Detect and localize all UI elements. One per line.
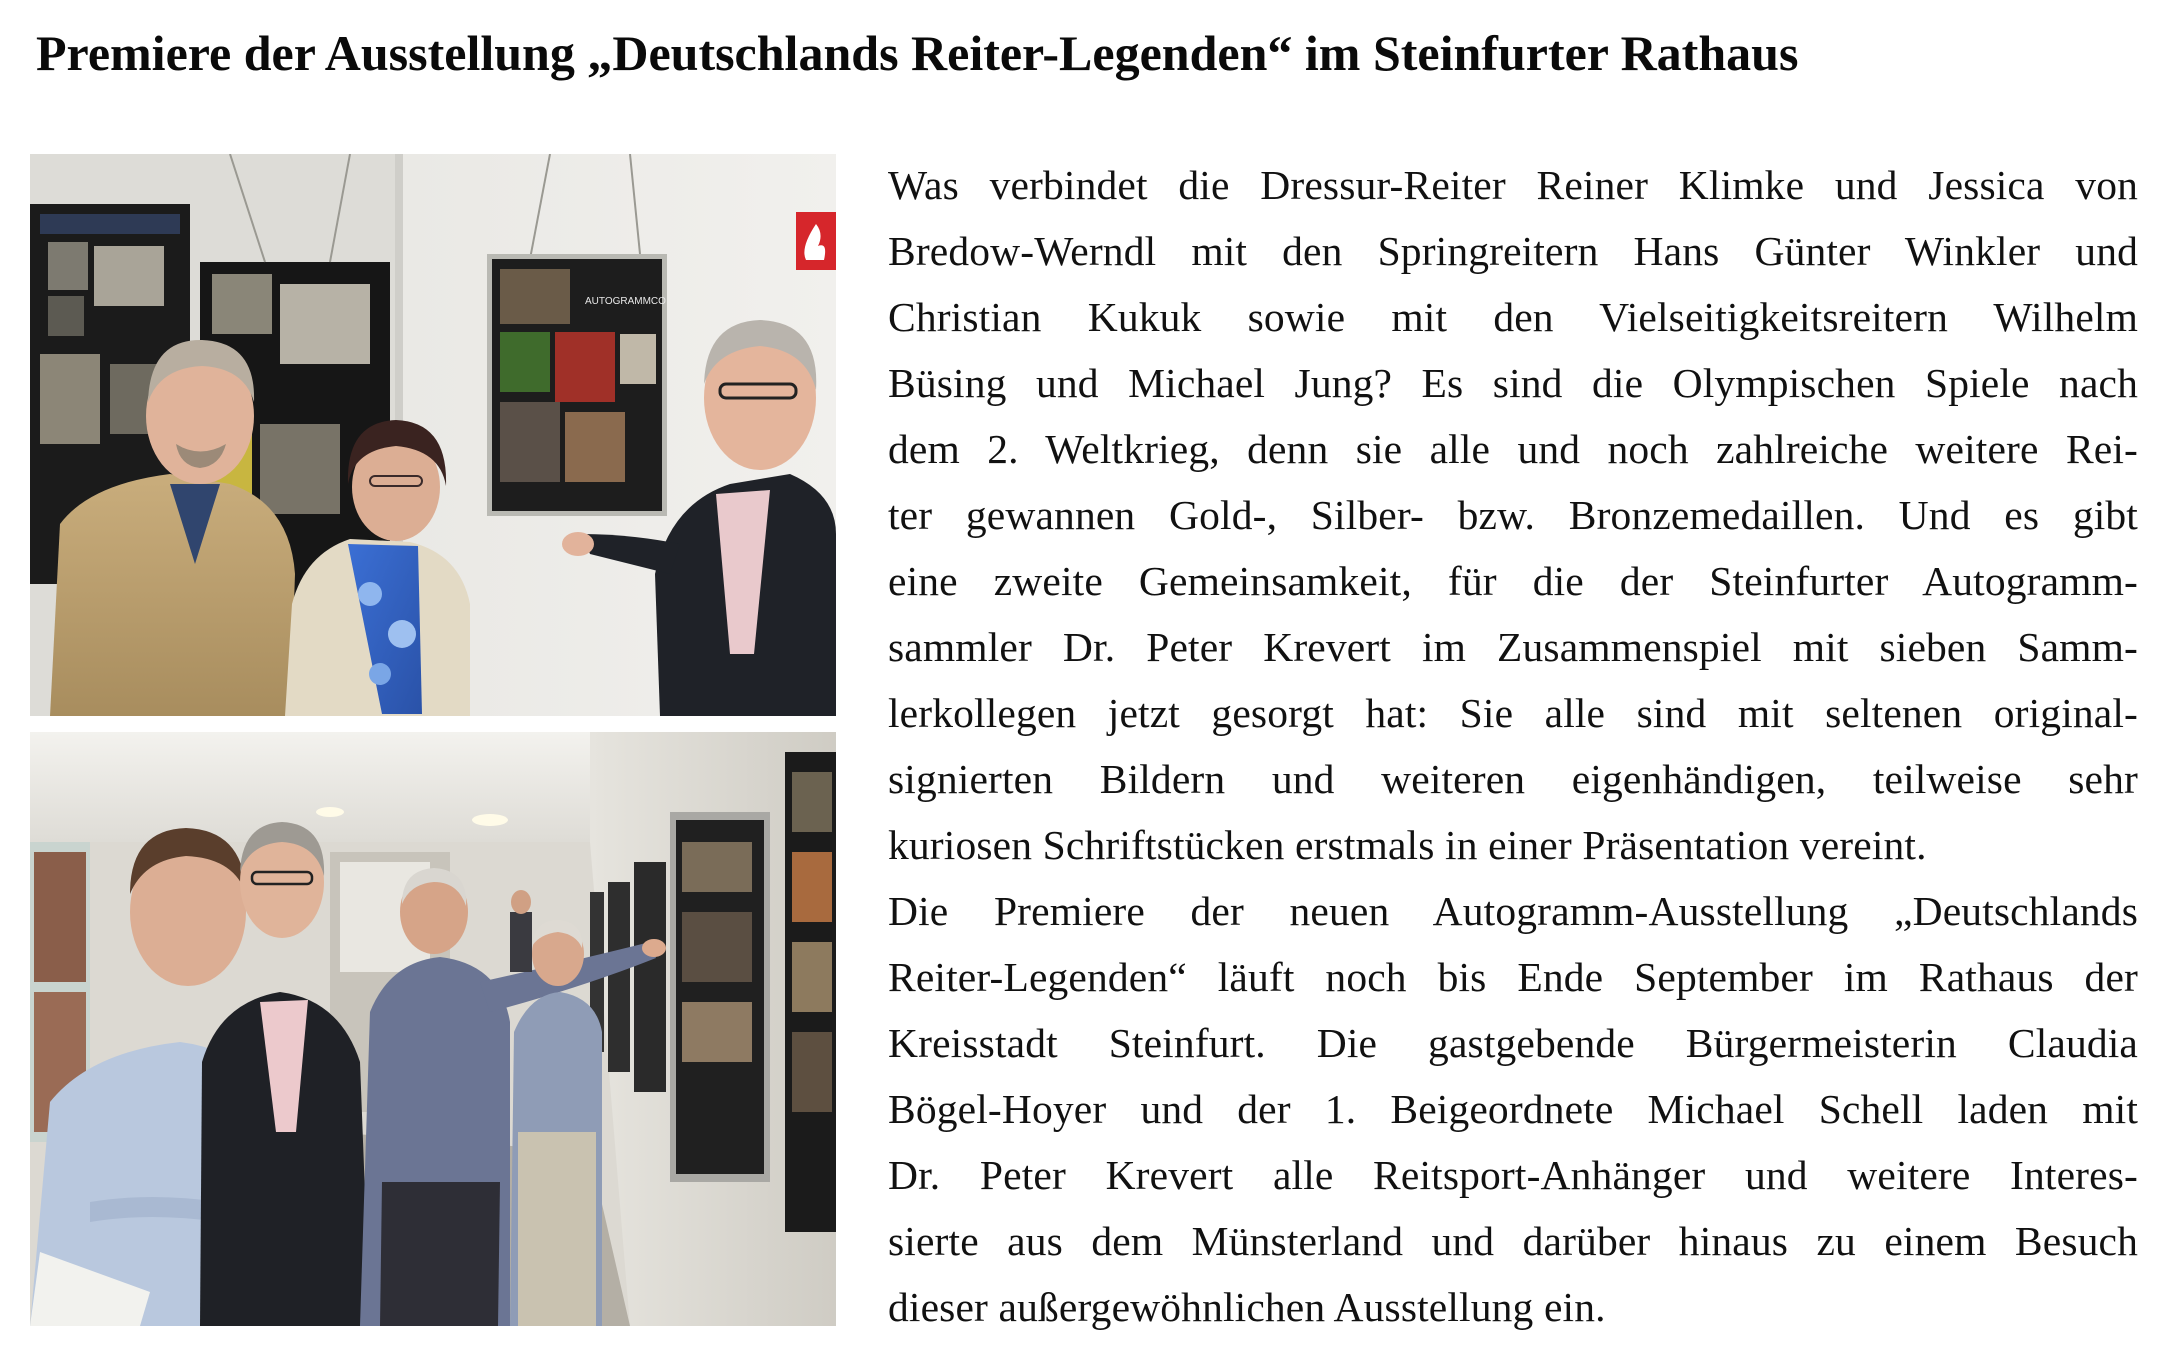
body-line-8: sammler Dr. Peter Krevert im Zusammenspiel mit sieben Samm- xyxy=(888,624,2138,670)
article-body xyxy=(888,152,2138,1340)
body-line-2: Bredow-Werndl mit den Springreitern Hans Günter Winkler und xyxy=(888,228,2138,274)
body-line-7: eine zweite Gemeinsamkeit, für die der Steinfurter Autogramm- xyxy=(888,558,2138,604)
body-line-14: Kreisstadt Steinfurt. Die gastgebende Bürgermeisterin Claudia xyxy=(888,1020,2138,1066)
body-line-3: Christian Kukuk sowie mit den Vielseitigkeitsreitern Wilhelm xyxy=(888,294,2138,340)
body-line-15: Bögel-Hoyer und der 1. Beigeordnete Michael Schell laden mit xyxy=(888,1086,2138,1132)
body-line-10: signierten Bildern und weiteren eigenhändigen, teilweise sehr xyxy=(888,756,2138,802)
body-line-11: kuriosen Schriftstücken erstmals in einer Präsentation vereint. xyxy=(888,822,1927,868)
body-line-5: dem 2. Weltkrieg, denn sie alle und noch zahlreiche weitere Rei- xyxy=(888,426,2138,472)
body-line-6: ter gewannen Gold-, Silber- bzw. Bronzemedaillen. Und es gibt xyxy=(888,492,2138,538)
photo-exhibition-opening-group xyxy=(30,154,836,716)
article-headline: Premiere der Ausstellung „Deutschlands Reiter-Legenden“ im Steinfurter Rathaus xyxy=(36,25,1799,81)
body-line-9: lerkollegen jetzt gesorgt hat: Sie alle sind mit seltenen original- xyxy=(888,690,2138,736)
poster-title-text: AUTOGRAMMCO xyxy=(585,296,666,307)
body-line-1: Was verbindet die Dressur-Reiter Reiner Klimke und Jessica von xyxy=(888,162,2138,208)
body-line-16: Dr. Peter Krevert alle Reitsport-Anhänger und weitere Interes- xyxy=(888,1152,2138,1198)
body-line-17: sierte aus dem Münsterland und darüber hinaus zu einem Besuch xyxy=(888,1218,2138,1264)
body-line-4: Büsing und Michael Jung? Es sind die Olympischen Spiele nach xyxy=(888,360,2138,406)
photo-visitors-viewing-autographs xyxy=(30,732,836,1326)
body-line-12: Die Premiere der neuen Autogramm-Ausstellung „Deutschlands xyxy=(888,888,2138,934)
person-man-tan-jacket xyxy=(50,474,295,716)
body-line-13: Reiter-Legenden“ läuft noch bis Ende September im Rathaus der xyxy=(888,954,2138,1000)
body-line-18: dieser außergewöhnlichen Ausstellung ein. xyxy=(888,1284,1606,1330)
